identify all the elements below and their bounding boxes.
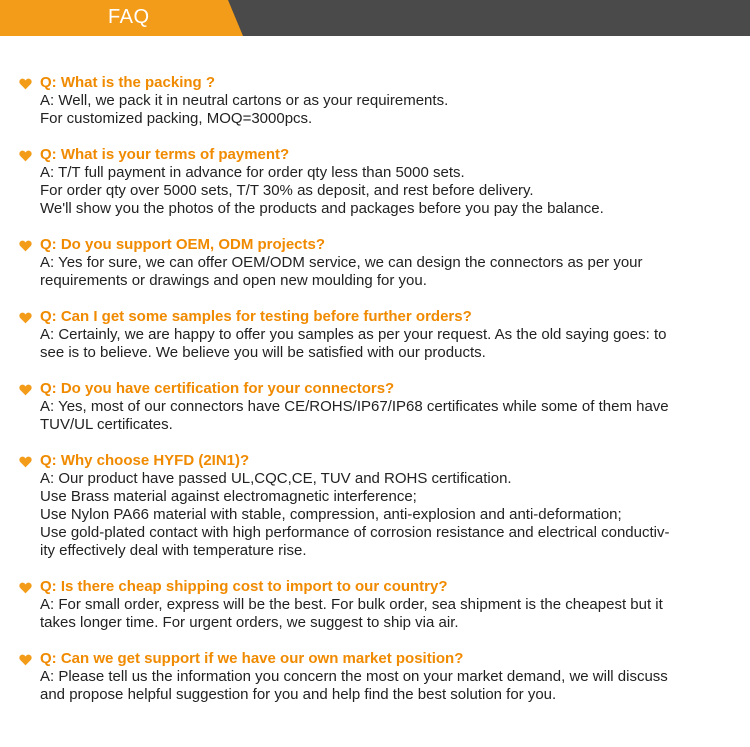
heart-icon <box>19 150 32 162</box>
answer-line: Use Brass material against electromagnetic interference; <box>40 488 417 505</box>
answer-line: We'll show you the photos of the products and packages before you pay the balance. <box>40 200 604 217</box>
answer-line: A: Yes for sure, we can offer OEM/ODM service, we can design the connectors as per your <box>40 254 643 271</box>
answer-line: A: T/T full payment in advance for order qty less than 5000 sets. <box>40 164 465 181</box>
answer-line: A: Certainly, we are happy to offer you samples as per your request. As the old saying goes: to <box>40 326 667 343</box>
faq-answer <box>40 92 725 128</box>
answer-line: A: Well, we pack it in neutral cartons or as your requirements. <box>40 92 449 109</box>
page-title: FAQ <box>108 6 150 28</box>
faq-answer <box>40 596 725 632</box>
header-bar <box>0 0 750 36</box>
answer-line: A: For small order, express will be the best. For bulk order, sea shipment is the cheapest but it <box>40 596 663 613</box>
answer-line: A: Please tell us the information you concern the most on your market demand, we will discuss <box>40 668 668 685</box>
answer-line: A: Yes, most of our connectors have CE/ROHS/IP67/IP68 certificates while some of them have <box>40 398 669 415</box>
answer-line: For order qty over 5000 sets, T/T 30% as deposit, and rest before delivery. <box>40 182 534 199</box>
faq-question: Q: Do you support OEM, ODM projects? <box>40 236 325 253</box>
answer-line: Use gold-plated contact with high performance of corrosion resistance and electrical conductiv- <box>40 524 670 541</box>
answer-line: and propose helpful suggestion for you and help find the best solution for you. <box>40 686 557 703</box>
answer-line: A: Our product have passed UL,CQC,CE, TUV and ROHS certification. <box>40 470 512 487</box>
faq-question: Q: Can we get support if we have our own market position? <box>40 650 464 667</box>
answer-line: TUV/UL certificates. <box>40 416 173 433</box>
faq-question: Q: Why choose HYFD (2IN1)? <box>40 452 250 469</box>
faq-question: Q: Do you have certification for your connectors? <box>40 380 395 397</box>
faq-answer <box>40 470 725 560</box>
answer-line: For customized packing, MOQ=3000pcs. <box>40 110 313 127</box>
answer-line: ity effectively deal with temperature rise. <box>40 542 307 559</box>
faq-question: Q: Can I get some samples for testing before further orders? <box>40 308 472 325</box>
faq-answer <box>40 326 725 362</box>
heart-icon <box>19 456 32 468</box>
answer-line: see is to believe. We believe you will be satisfied with our products. <box>40 344 486 361</box>
faq-answer <box>40 164 725 218</box>
heart-icon <box>19 240 32 252</box>
faq-question: Q: What is your terms of payment? <box>40 146 290 163</box>
answer-line: takes longer time. For urgent orders, we suggest to ship via air. <box>40 614 459 631</box>
faq-question: Q: What is the packing ? <box>40 74 216 91</box>
heart-icon <box>19 654 32 666</box>
faq-answer <box>40 398 725 434</box>
answer-line: Use Nylon PA66 material with stable, compression, anti-explosion and anti-deformation; <box>40 506 622 523</box>
heart-icon <box>19 384 32 396</box>
faq-question: Q: Is there cheap shipping cost to import to our country? <box>40 578 448 595</box>
heart-icon <box>19 312 32 324</box>
faq-answer <box>40 254 725 290</box>
heart-icon <box>19 78 32 90</box>
heart-icon <box>19 582 32 594</box>
answer-line: requirements or drawings and open new moulding for you. <box>40 272 427 289</box>
faq-answer <box>40 668 725 704</box>
